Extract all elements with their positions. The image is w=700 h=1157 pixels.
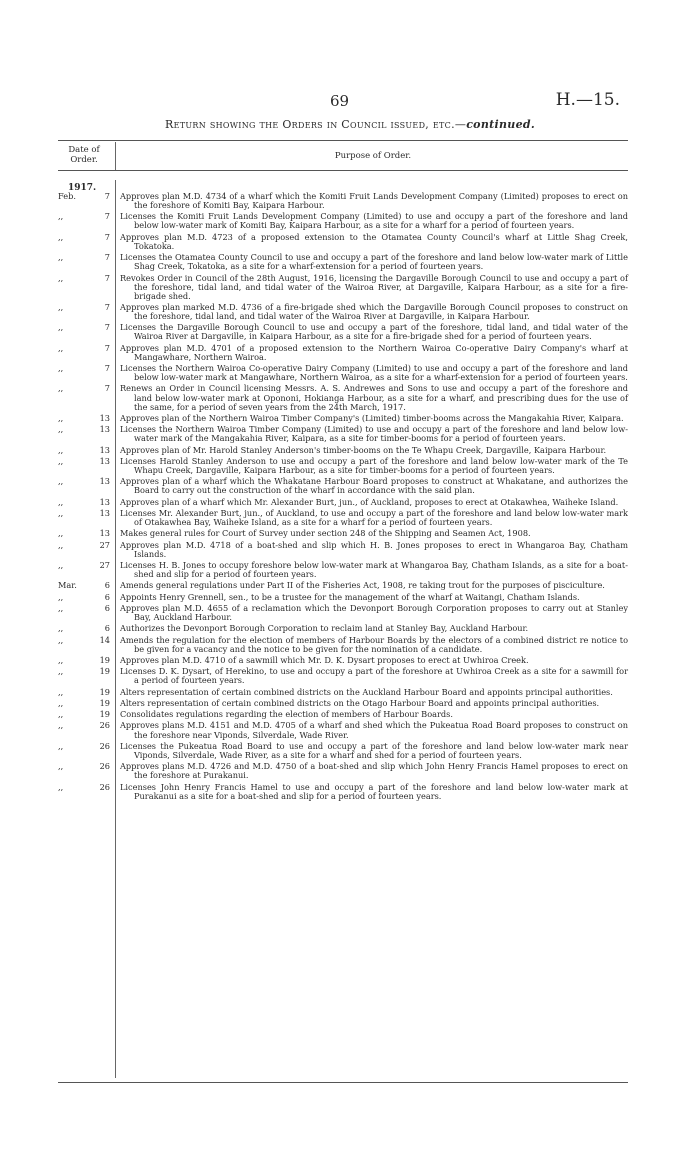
order-purpose — [114, 762, 628, 780]
order-purpose-text: Approves plan M.D. 4718 of a boat-shed and slip which H. B. Jones proposes to erect in Whangaroa Bay, Chatham Islands. — [120, 539, 628, 559]
order-purpose-text: Licenses D. K. Dysart, of Herekino, to use and occupy a part of the foreshore at Uwhiroa Creek as a site for a sawmill for a period of fourteen years. — [120, 666, 628, 686]
order-purpose-text: Licenses the Dargaville Borough Council to use and occupy a part of the foreshore, tidal land, and tidal water of the Wairoa River at Dargaville, in Kaipara Harbour, as a site for a fire-brigade shed for a period of fourteen years. — [120, 322, 628, 342]
order-purpose-text: Licenses H. B. Jones to occupy foreshore below low-water mark at Whangaroa Bay, Chatham Islands, as a site for a boat-shed and slip for a period of fourteen years. — [120, 559, 628, 580]
order-row — [58, 667, 628, 685]
order-month: ,, — [58, 591, 64, 602]
order-row — [58, 721, 628, 739]
order-month: ,, — [58, 444, 64, 455]
title-continued: continued. — [466, 118, 535, 131]
order-day: 7 — [104, 252, 110, 263]
order-month: ,, — [58, 342, 64, 353]
order-month: ,, — [58, 211, 64, 222]
order-day: 6 — [104, 623, 110, 634]
date-header-line1: Date of — [68, 145, 100, 155]
order-day: 13 — [99, 444, 110, 455]
order-row — [58, 303, 628, 321]
order-day: 13 — [99, 496, 110, 507]
order-row — [58, 593, 628, 602]
order-day: 13 — [99, 455, 110, 466]
order-purpose — [114, 498, 628, 507]
order-row — [58, 762, 628, 780]
header-top-rule — [58, 140, 628, 141]
order-purpose — [114, 699, 628, 708]
order-day: 6 — [104, 580, 110, 591]
order-purpose-text: Renews an Order in Council licensing Messrs. A. S. Andrewes and Sons to use and occupy a part of the foreshore and land below low-water mark at Opononi, Hokianga Harbour, as a site for a wharf, and prescribing dues for the use of the same, for a period of seven years from the 24th March, 1917. — [120, 383, 628, 412]
order-purpose-text: Makes general rules for Court of Survey under section 248 of the Shipping and Seamen Act, 1908. — [120, 528, 531, 539]
order-day: 7 — [104, 342, 110, 353]
order-row — [58, 212, 628, 230]
order-day: 6 — [104, 602, 110, 613]
order-month: ,, — [58, 528, 64, 539]
order-purpose — [114, 425, 628, 443]
page-title — [0, 118, 700, 131]
order-row — [58, 414, 628, 423]
order-row — [58, 323, 628, 341]
order-day: 26 — [99, 761, 110, 772]
order-row — [58, 656, 628, 665]
order-row — [58, 274, 628, 301]
order-month: ,, — [58, 507, 64, 518]
order-purpose — [114, 636, 628, 654]
order-purpose — [114, 344, 628, 362]
order-row — [58, 364, 628, 382]
order-row — [58, 498, 628, 507]
order-purpose — [114, 384, 628, 411]
order-day: 6 — [104, 591, 110, 602]
order-purpose — [114, 477, 628, 495]
page-number: 69 — [330, 92, 350, 110]
order-day: 19 — [99, 666, 110, 677]
order-purpose-text: Approves plan M.D. 4734 of a wharf which the Komiti Fruit Lands Development Company (Limited) proposes to erect on the foreshore of Komiti Bay, Kaipara Harbour. — [120, 191, 628, 211]
order-month: ,, — [58, 720, 64, 731]
order-day: 13 — [99, 507, 110, 518]
document-reference: H.—15. — [555, 90, 620, 110]
order-row — [58, 581, 628, 590]
order-day: 7 — [104, 301, 110, 312]
order-row — [58, 561, 628, 579]
order-month: ,, — [58, 697, 64, 708]
order-row — [58, 783, 628, 801]
year-label: 1917. — [68, 183, 97, 193]
order-month: ,, — [58, 322, 64, 333]
order-month: ,, — [58, 412, 64, 423]
order-purpose-text: Approves plan M.D. 4723 of a proposed extension to the Otamatea County Council's wharf at Little Shag Creek, Tokatoka. — [120, 231, 628, 251]
order-month: ,, — [58, 781, 64, 792]
order-row — [58, 688, 628, 697]
order-row — [58, 636, 628, 654]
order-purpose-text: Approves plan of a wharf which the Whakatane Harbour Board proposes to construct at Whakatane, and authorizes the Board to carry out the construction of the wharf in accordance with the said plan. — [120, 476, 628, 496]
purpose-column-header: Purpose of Order. — [334, 151, 412, 161]
order-day: 19 — [99, 686, 110, 697]
order-month: ,, — [58, 383, 64, 394]
order-day: 7 — [104, 363, 110, 374]
order-row — [58, 253, 628, 271]
order-month: ,, — [58, 272, 64, 283]
order-purpose — [114, 656, 628, 665]
order-day: 13 — [99, 424, 110, 435]
order-row — [58, 710, 628, 719]
order-month: ,, — [58, 602, 64, 613]
order-purpose-text: Licenses John Henry Francis Hamel to use and occupy a part of the foreshore and land below low-water mark at Purakanui as a site for a boat-shed and slip for a period of fourteen years. — [120, 781, 628, 801]
footer-rule — [58, 1082, 628, 1083]
order-month: ,, — [58, 709, 64, 720]
order-purpose — [114, 212, 628, 230]
order-day: 26 — [99, 720, 110, 731]
order-day: 7 — [104, 383, 110, 394]
order-day: 7 — [104, 231, 110, 242]
order-month: ,, — [58, 634, 64, 645]
order-day: 27 — [99, 559, 110, 570]
order-row — [58, 541, 628, 559]
order-purpose — [114, 192, 628, 210]
order-month: ,, — [58, 539, 64, 550]
order-purpose — [114, 303, 628, 321]
order-month: ,, — [58, 363, 64, 374]
order-purpose — [114, 593, 628, 602]
order-row — [58, 344, 628, 362]
order-purpose-text: Licenses the Northern Wairoa Timber Company (Limited) to use and occupy a part of the foreshore and land below low-water mark of the Mangakahia River, Kaipara, as a site for timber-booms for a period of fourteen years. — [120, 424, 628, 444]
order-purpose-text: Authorizes the Devonport Borough Corporation to reclaim land at Stanley Bay, Auckland Harbour. — [120, 623, 529, 634]
order-purpose — [114, 457, 628, 475]
header-bottom-rule — [58, 170, 628, 171]
order-month: Mar. — [58, 580, 77, 591]
order-month: ,, — [58, 761, 64, 772]
order-purpose-text: Approves plan of a wharf which Mr. Alexander Burt, jun., of Auckland, proposes to erect at Otakawhea, Waiheke Island. — [120, 496, 619, 507]
title-text: Return showing the Orders in Council issued, etc.— — [165, 118, 467, 131]
orders-list — [58, 192, 628, 803]
order-purpose — [114, 233, 628, 251]
order-month: ,, — [58, 424, 64, 435]
order-day: 19 — [99, 709, 110, 720]
order-day: 13 — [99, 476, 110, 487]
order-day: 7 — [104, 191, 110, 201]
order-purpose — [114, 581, 628, 590]
order-row — [58, 192, 628, 210]
order-purpose-text: Approves plan M.D. 4710 of a sawmill which Mr. D. K. Dysart proposes to erect at Uwhiroa Creek. — [120, 654, 529, 665]
date-header-line2: Order. — [70, 155, 98, 165]
order-purpose-text: Approves plan marked M.D. 4736 of a fire-brigade shed which the Dargaville Borough Council proposes to construct on the foreshore, tidal land, and tidal water of the Wairoa River at Dargaville, in Kaipara Harbour. — [120, 301, 628, 322]
order-day: 7 — [104, 211, 110, 222]
order-purpose — [114, 541, 628, 559]
order-day: 13 — [99, 528, 110, 539]
order-purpose-text: Approves plans M.D. 4151 and M.D. 4705 of a wharf and shed which the Pukeatua Road Board proposes to construct on the foreshore near Viponds, Silverdale, Wade River. — [120, 720, 628, 740]
order-purpose-text: Approves plan M.D. 4701 of a proposed extension to the Northern Wairoa Co-operative Dairy Company's wharf at Mangawhare, Northern Wairoa. — [120, 342, 628, 362]
order-purpose-text: Alters representation of certain combined districts on the Auckland Harbour Board and appoints principal authorities. — [120, 686, 613, 697]
order-purpose-text: Alters representation of certain combined districts on the Otago Harbour Board and appoints principal authorities. — [120, 697, 600, 708]
order-purpose-text: Amends the regulation for the election of members of Harbour Boards by the electors of a combined district re notice to be given for a vacancy and the notice to be given for the nomination of a candidate. — [120, 634, 628, 654]
order-row — [58, 604, 628, 622]
order-purpose — [114, 364, 628, 382]
order-month: ,, — [58, 252, 64, 263]
order-purpose-text: Approves plans M.D. 4726 and M.D. 4750 of a boat-shed and slip which John Henry Francis Hamel proposes to erect on the foreshore at Purakanui. — [120, 761, 628, 781]
order-month: ,, — [58, 476, 64, 487]
order-day: 26 — [99, 781, 110, 792]
order-day: 7 — [104, 272, 110, 283]
order-purpose — [114, 509, 628, 527]
order-day: 13 — [99, 412, 110, 423]
order-purpose — [114, 667, 628, 685]
order-month: ,, — [58, 231, 64, 242]
order-purpose — [114, 253, 628, 271]
order-purpose-text: Licenses Mr. Alexander Burt, jun., of Auckland, to use and occupy a part of the foreshore and land below low-water mark of Otakawhea Bay, Waiheke Island, as a site for a wharf for a period of fourteen years. — [120, 507, 628, 527]
order-purpose-text: Licenses Harold Stanley Anderson to use and occupy a part of the foreshore and land below low-water mark of the Te Whapu Creek, Dargaville, Kaipara Harbour, as a site for timber-booms for a period of fourteen years. — [120, 455, 628, 475]
order-day: 19 — [99, 654, 110, 665]
order-purpose-text: Licenses the Pukeatua Road Board to use and occupy a part of the foreshore and land below low-water mark near Viponds, Silverdale, Wade River, as a site for a wharf and shed for a period of fourteen years. — [120, 740, 628, 760]
order-purpose — [114, 604, 628, 622]
order-purpose — [114, 274, 628, 301]
order-month: ,, — [58, 301, 64, 312]
order-purpose-text: Licenses the Northern Wairoa Co-operative Dairy Company (Limited) to use and occupy a part of the foreshore and land below low-water mark at Mangawhare, Northern Wairoa, as a site for a wharf-extension for a period of fourteen years. — [120, 363, 628, 383]
order-purpose-text: Approves plan M.D. 4655 of a reclamation which the Devonport Borough Corporation proposes to carry out at Stanley Bay, Auckland Harbour. — [120, 602, 628, 622]
order-purpose-text: Amends general regulations under Part II of the Fisheries Act, 1908, re taking trout for the purposes of pisciculture. — [120, 580, 605, 591]
order-month: Feb. — [58, 191, 76, 201]
order-purpose — [114, 710, 628, 719]
order-day: 19 — [99, 697, 110, 708]
order-row — [58, 425, 628, 443]
order-month: ,, — [58, 496, 64, 507]
order-month: ,, — [58, 654, 64, 665]
order-row — [58, 624, 628, 633]
order-purpose — [114, 624, 628, 633]
order-purpose — [114, 446, 628, 455]
order-day: 7 — [104, 322, 110, 333]
order-purpose-text: Approves plan of Mr. Harold Stanley Anderson's timber-booms on the Te Whapu Creek, Dargaville, Kaipara Harbour. — [120, 444, 607, 455]
order-row — [58, 477, 628, 495]
order-purpose-text: Licenses the Otamatea County Council to use and occupy a part of the foreshore and land below low-water mark of Little Shag Creek, Tokatoka, as a site for a wharf-extension for a period of fourteen years. — [120, 252, 628, 272]
order-month: ,, — [58, 686, 64, 697]
order-purpose-text: Consolidates regulations regarding the election of members of Harbour Boards. — [120, 709, 453, 720]
order-purpose-text: Licenses the Komiti Fruit Lands Development Company (Limited) to use and occupy a part of the foreshore and land below low-water mark of Komiti Bay, Kaipara Harbour, as a site for a wharf for a period of fourteen years. — [120, 211, 628, 231]
order-purpose — [114, 721, 628, 739]
order-row — [58, 742, 628, 760]
order-purpose — [114, 529, 628, 538]
date-column-header — [58, 145, 110, 165]
order-row — [58, 529, 628, 538]
order-day: 27 — [99, 539, 110, 550]
order-row — [58, 446, 628, 455]
order-purpose-text: Approves plan of the Northern Wairoa Timber Company's (Limited) timber-booms across the Mangakahia River, Kaipara. — [120, 412, 624, 423]
order-purpose — [114, 688, 628, 697]
order-row — [58, 509, 628, 527]
order-row — [58, 699, 628, 708]
order-purpose — [114, 742, 628, 760]
order-purpose — [114, 323, 628, 341]
order-purpose-text: Appoints Henry Grennell, sen., to be a trustee for the management of the wharf at Waitangi, Chatham Islands. — [120, 591, 580, 602]
header-column-divider — [115, 142, 116, 170]
order-day: 26 — [99, 740, 110, 751]
order-row — [58, 384, 628, 411]
order-month: ,, — [58, 623, 64, 634]
order-purpose — [114, 783, 628, 801]
order-month: ,, — [58, 666, 64, 677]
order-month: ,, — [58, 455, 64, 466]
order-month: ,, — [58, 559, 64, 570]
order-row — [58, 457, 628, 475]
order-purpose-text: Revokes Order in Council of the 28th August, 1916, licensing the Dargaville Borough Council to use and occupy a part of the foreshore, tidal land, and tidal water of the Wairoa River, at Dargaville, Kaipara Harbour, as a site for a fire-brigade shed. — [120, 272, 628, 301]
order-row — [58, 233, 628, 251]
order-day: 14 — [99, 634, 110, 645]
order-purpose — [114, 414, 628, 423]
order-month: ,, — [58, 740, 64, 751]
order-purpose — [114, 561, 628, 579]
